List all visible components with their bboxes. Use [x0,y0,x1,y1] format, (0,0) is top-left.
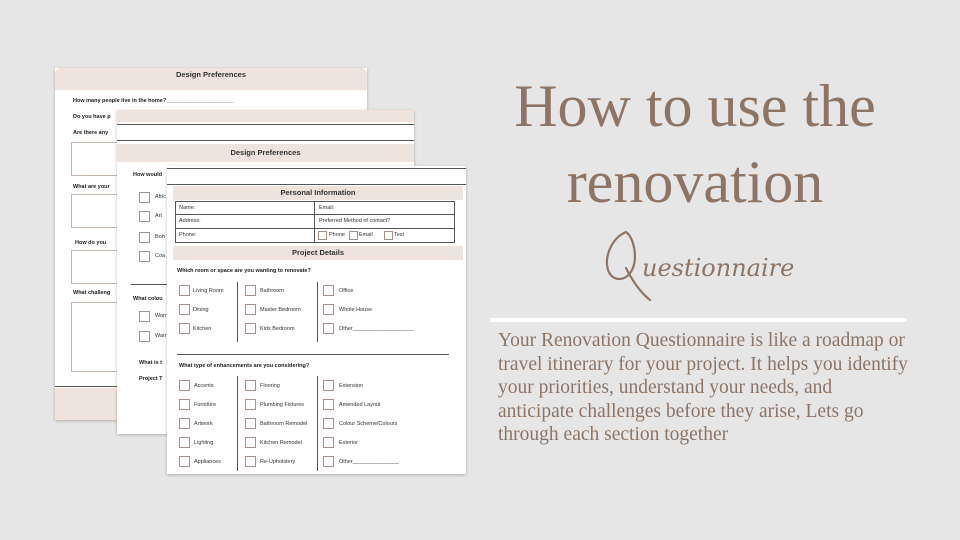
question-goals: What are your [73,184,110,190]
checkbox[interactable] [139,251,150,262]
room-option: Dining [193,307,209,313]
checkbox[interactable] [323,323,334,334]
checkbox[interactable] [245,304,256,315]
question-special-needs: Are there any [73,130,109,136]
room-option: Kids Bedroom [260,326,295,332]
column-divider [237,376,238,471]
enhancement-option: Amended Layout [339,402,381,408]
table-line [175,242,455,243]
checkbox[interactable] [245,380,256,391]
table-line [175,214,455,215]
checkbox[interactable] [139,331,150,342]
question-pets: Do you have p [73,114,111,120]
enhancement-option: Furniture [194,402,217,408]
checkbox[interactable] [245,323,256,334]
checkbox[interactable] [323,418,334,429]
checkbox[interactable] [323,437,334,448]
divider [167,168,466,169]
room-option: Bathroom [260,288,284,294]
question-challenges: What challeng [73,290,111,296]
text-option: Text [394,232,405,238]
page-1-header: Design Preferences [55,68,367,90]
enhancement-option: Accents [194,383,214,389]
column-divider [317,376,318,471]
column-divider [237,282,238,342]
project-details-header: Project Details [173,246,463,260]
checkbox[interactable] [139,192,150,203]
page-2-top-band [117,110,414,122]
checkbox[interactable] [245,437,256,448]
page-2-header: Design Preferences [117,144,414,162]
checkbox[interactable] [179,456,190,467]
room-option: Whole House [339,307,373,313]
checkbox[interactable] [323,285,334,296]
checkbox[interactable] [245,418,256,429]
checkbox[interactable] [323,456,334,467]
checkbox[interactable] [245,285,256,296]
option-label: Art [155,213,163,219]
question-household: How many people live in the home?______________________ [73,98,234,104]
slide-body-text: Your Renovation Questionnaire is like a roadmap or travel itinerary for your project. It helps you identify your priorities, understand your needs, and anticipate challenges before they arise, Lets go through each section together [498,330,908,446]
contact-method-label: Preferred Method of contact? [319,218,391,224]
room-option: Other____________________ [339,326,414,332]
divider [177,354,449,355]
checkbox[interactable] [323,304,334,315]
enhancement-option: Appliances [194,459,221,465]
question-style: How would [133,172,163,178]
room-option: Office [339,288,354,294]
checkbox[interactable] [179,285,190,296]
option-label: Coa [155,253,166,259]
enhancement-option: Extension [339,383,364,389]
enhancement-option: Plumbing Fixtures [260,402,305,408]
checkbox[interactable] [323,399,334,410]
checkbox[interactable] [245,456,256,467]
column-divider [317,282,318,342]
checkbox[interactable] [245,399,256,410]
question-usage: How do you [75,240,107,246]
enhancement-option: Colour Scheme/Colours [339,421,398,427]
enhancement-option: Re-Upholstery [260,459,296,465]
room-option: Living Room [193,288,224,294]
table-line [175,201,176,243]
script-word: uestionnaire [642,254,795,282]
email-label: Email: [319,205,335,211]
option-label: Warr [155,333,167,339]
checkbox[interactable] [139,232,150,243]
table-line [175,201,455,202]
address-label: Address: [179,218,201,224]
checkbox-text[interactable] [384,231,393,240]
phone-option: Phone [329,232,345,238]
checkbox[interactable] [179,380,190,391]
checkbox[interactable] [179,304,190,315]
slide-title: How to use the renovation [514,73,876,215]
question-enhancements: What type of enhancements are you considering? [179,363,310,369]
personal-info-header: Personal Information [173,186,463,200]
question-timeline: Project T [139,376,163,382]
divider [117,140,414,141]
checkbox[interactable] [179,399,190,410]
name-label: Name: [179,205,196,211]
enhancement-option: Artwork [194,421,213,427]
personal-info-table [175,201,455,243]
enhancement-option: Other_______________ [339,459,399,465]
checkbox-email[interactable] [349,231,358,240]
table-line [454,201,455,243]
option-label: Boh [155,234,165,240]
table-line [314,201,315,243]
option-label: Afric [155,194,166,200]
room-option: Master Bedroom [260,307,301,313]
divider [131,284,171,285]
checkbox[interactable] [139,211,150,222]
questionnaire-page-3 [167,166,466,474]
question-budget: What is t [139,360,162,366]
divider [117,124,414,125]
enhancement-option: Bathroom Remodel [260,421,308,427]
checkbox-phone[interactable] [318,231,327,240]
enhancement-option: Lighting [194,440,214,446]
checkbox[interactable] [139,311,150,322]
enhancement-option: Flooring [260,383,280,389]
questionnaire-script-heading [600,224,800,304]
checkbox[interactable] [179,323,190,334]
room-option: Kitchen [193,326,212,332]
question-room: Which room or space are you wanting to renovate? [177,268,311,274]
checkbox[interactable] [323,380,334,391]
enhancement-option: Exterior [339,440,358,446]
white-divider [490,318,906,322]
option-label: Warr [155,313,167,319]
divider [167,184,466,185]
phone-label: Phone: [179,232,197,238]
table-line [175,228,455,229]
enhancement-option: Kitchen Remodel [260,440,302,446]
checkbox[interactable] [179,418,190,429]
email-option: Email [359,232,373,238]
checkbox[interactable] [179,437,190,448]
question-colours: What colou [133,296,163,302]
